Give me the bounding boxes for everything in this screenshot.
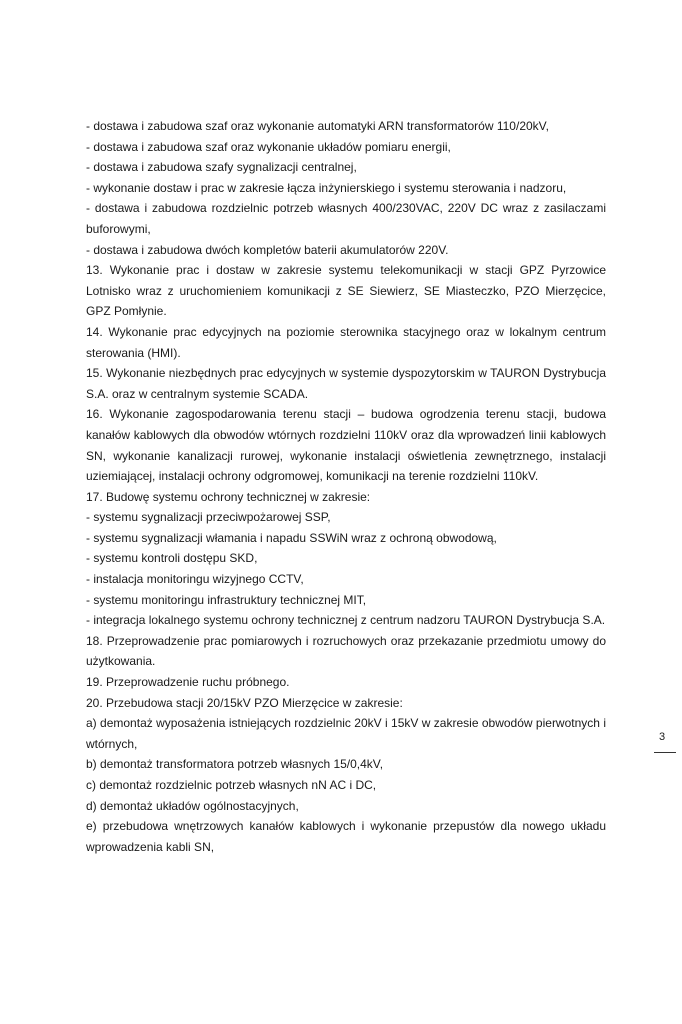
page-number: 3 xyxy=(658,731,666,743)
list-item-d-general-systems: d) demontaż układów ogólnostacyjnych, xyxy=(86,798,299,813)
section-19-trial-run: 19. Przeprowadzenie ruchu próbnego. xyxy=(86,675,290,690)
list-item-arn-automation: - dostawa i zabudowa szaf oraz wykonanie automatyki ARN transformatorów 110/20kV, xyxy=(86,119,549,133)
list-item-energy-metering: - dostawa i zabudowa szaf oraz wykonanie układów pomiaru energii, xyxy=(86,139,451,154)
list-item-security-integration: - integracja lokalnego systemu ochrony technicznej z centrum nadzoru TAURON Dystrybucja S.A. xyxy=(86,613,606,628)
list-item-a-dismantling-switchgear: a) demontaż wyposażenia istniejących rozdzielnic 20kV i 15kV w zakresie obwodów pierwotnych i wtórnych, xyxy=(86,716,606,751)
list-item-cctv: - instalacja monitoringu wizyjnego CCTV, xyxy=(86,572,304,587)
list-item-b-transformer: b) demontaż transformatora potrzeb własnych 15/0,4kV, xyxy=(86,757,384,772)
section-17-security-system: 17. Budowę systemu ochrony technicznej w zakresie: xyxy=(86,489,371,504)
section-18-commissioning: 18. Przeprowadzenie prac pomiarowych i rozruchowych oraz przekazanie przedmiotu umowy do użytkowania. xyxy=(86,633,606,669)
section-13-telecommunication: 13. Wykonanie prac i dostaw w zakresie systemu telekomunikacji w stacji GPZ Pyrzowice Lotnisko wraz z uruchomieniem komunikacji z SE Siewierz, SE Miasteczko, PZO Mierzęcice, GPZ Pomłynie. xyxy=(86,263,606,319)
list-item-sswin: - systemu sygnalizacji włamania i napadu SSWiN wraz z ochroną obwodową, xyxy=(86,530,497,545)
list-item-skd: - systemu kontroli dostępu SKD, xyxy=(86,551,258,566)
list-item-engineering-link: - wykonanie dostaw i prac w zakresie łącza inżynierskiego i systemu sterowania i nadzoru, xyxy=(86,180,567,195)
list-item-e-cable-ducts: e) przebudowa wnętrzowych kanałów kablowych i wykonanie przepustów dla nowego układu wprowadzenia kabli SN, xyxy=(86,819,606,854)
section-15-scada-editing: 15. Wykonanie niezbędnych prac edycyjnych w systemie dyspozytorskim w TAURON Dystrybucja S.A. oraz w centralnym systemie SCADA. xyxy=(86,366,606,401)
page-number-rule xyxy=(654,752,676,753)
list-item-c-ac-dc-switchgear: c) demontaż rozdzielnic potrzeb własnych nN AC i DC, xyxy=(86,778,377,792)
list-item-central-signaling: - dostawa i zabudowa szafy sygnalizacji centralnej, xyxy=(86,160,357,175)
section-16-site-development: 16. Wykonanie zagospodarowania terenu stacji – budowa ogrodzenia terenu stacji, budowa kanałów kablowych dla obwodów wtórnych rozdzielni 110kV oraz dla wprowadzeń linii kablowych SN, wykonanie kanalizacji rurowej, wykonanie instalacji oświetlenia zewnętrznego, instalacji uziemiającej, instalacji ochrony odgromowej, komunikacji na terenie rozdzielni 110kV. xyxy=(86,407,606,484)
list-item-battery-sets: - dostawa i zabudowa dwóch kompletów baterii akumulatorów 220V. xyxy=(86,242,449,257)
list-item-auxiliary-switchgear: - dostawa i zabudowa rozdzielnic potrzeb własnych 400/230VAC, 220V DC wraz z zasilaczami buforowymi, xyxy=(86,201,606,236)
section-20-pzo-rebuild: 20. Przebudowa stacji 20/15kV PZO Mierzęcice w zakresie: xyxy=(86,695,403,710)
list-item-mit: - systemu monitoringu infrastruktury technicznej MIT, xyxy=(86,592,367,607)
section-14-hmi-editing: 14. Wykonanie prac edycyjnych na poziomie sterownika stacyjnego oraz w lokalnym centrum sterowania (HMI). xyxy=(86,324,606,360)
list-item-ssp: - systemu sygnalizacji przeciwpożarowej SSP, xyxy=(86,510,331,525)
document-body xyxy=(86,116,606,857)
